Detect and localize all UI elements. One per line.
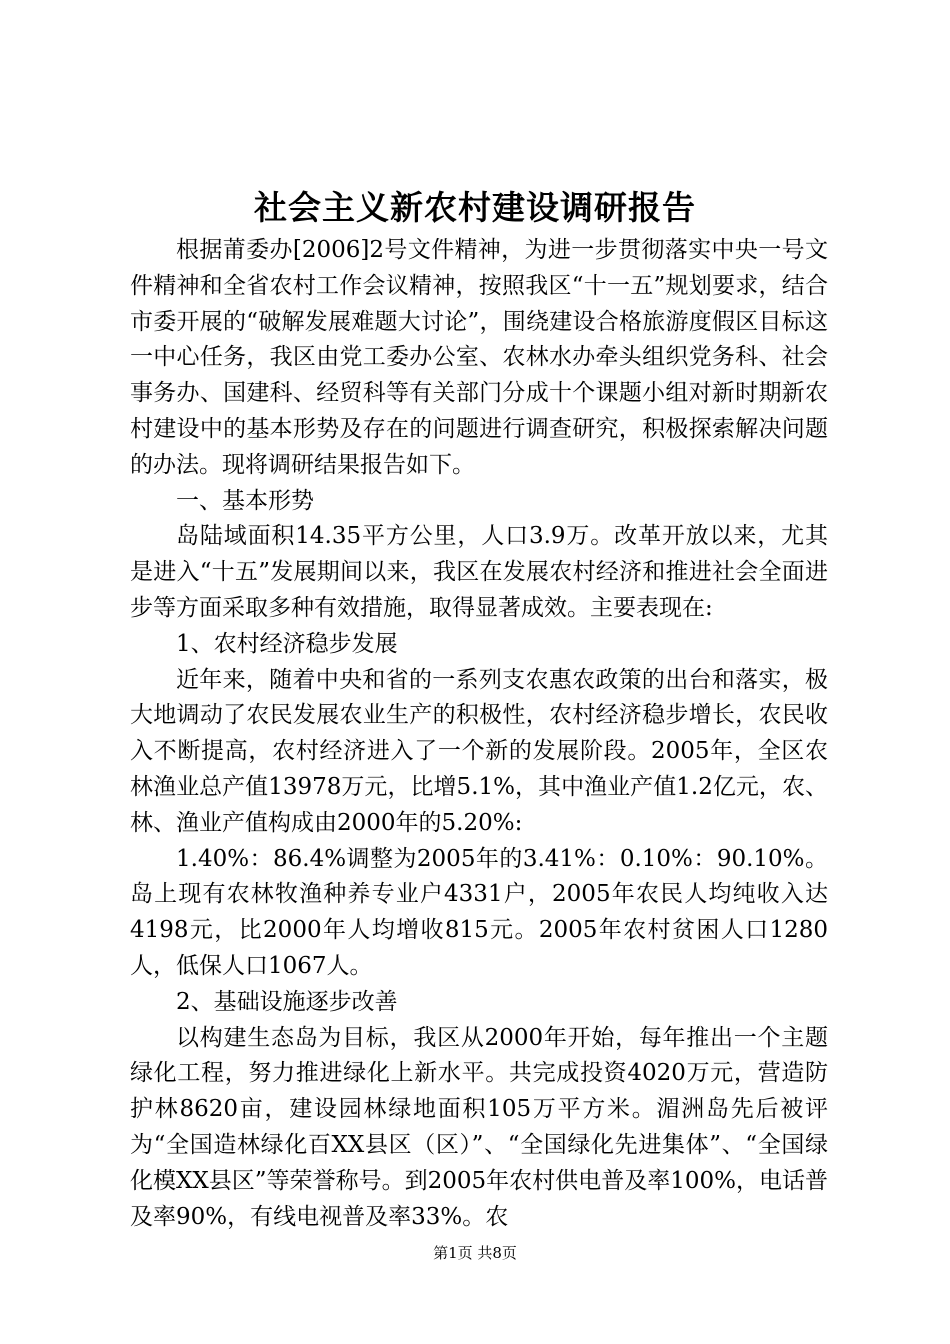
- document-body: [130, 233, 828, 1235]
- page-footer: 第1页 共8页: [433, 1244, 517, 1262]
- paragraph-intro: 根据莆委办[2006]2号文件精神，为进一步贯彻落实中央一号文件精神和全省农村工作会议精神，按照我区“十一五”规划要求，结合市委开展的“破解发展难题大讨论”，围绕建设合格旅游度假区目标这一中心任务，我区由党工委办公室、农林水办牵头组织党务科、社会事务办、国建科、经贸科等有关部门分成十个课题小组对新时期新农村建设中的基本形势及存在的问题进行调查研究，积极探索解决问题的办法。现将调研结果报告如下。: [130, 237, 828, 478]
- subheading-infrastructure: 2、基础设施逐步改善: [176, 988, 398, 1015]
- subheading-rural-economy: 1、农村经济稳步发展: [176, 630, 398, 657]
- paragraph-output-structure: 1.40%：86.4%调整为2005年的3.41%：0.10%：90.10%。岛上现有农林牧渔种养专业户4331户，2005年农民人均纯收入达4198元，比2000年人均增收815元。2005年农村贫困人口1280人，低保人口1067人。: [130, 845, 828, 979]
- paragraph-rural-economy: 近年来，随着中央和省的一系列支农惠农政策的出台和落实，极大地调动了农民发展农业生产的积极性，农村经济稳步增长，农民收入不断提高，农村经济进入了一个新的发展阶段。2005年，全区农林渔业总产值13978万元，比增5.1%，其中渔业产值1.2亿元，农、林、渔业产值构成由2000年的5.20%:: [130, 666, 828, 836]
- paragraph-island-overview: 岛陆域面积14.35平方公里，人口3.9万。改革开放以来，尤其是进入“十五”发展期间以来，我区在发展农村经济和推进社会全面进步等方面采取多种有效措施，取得显著成效。主要表现在:: [130, 523, 828, 621]
- paragraph-infrastructure: 以构建生态岛为目标，我区从2000年开始，每年推出一个主题绿化工程，努力推进绿化上新水平。共完成投资4020万元，营造防护林8620亩，建设园林绿地面积105万平方米。湄洲岛先后被评为“全国造林绿化百XX县区（区）”、“全国绿化先进集体”、“全国绿化模XX县区”等荣誉称号。到2005年农村供电普及率100%，电话普及率90%，有线电视普及率33%。农: [130, 1024, 828, 1230]
- section-heading-basic-situation: 一、基本形势: [176, 487, 314, 514]
- document-title: 社会主义新农村建设调研报告: [254, 188, 696, 227]
